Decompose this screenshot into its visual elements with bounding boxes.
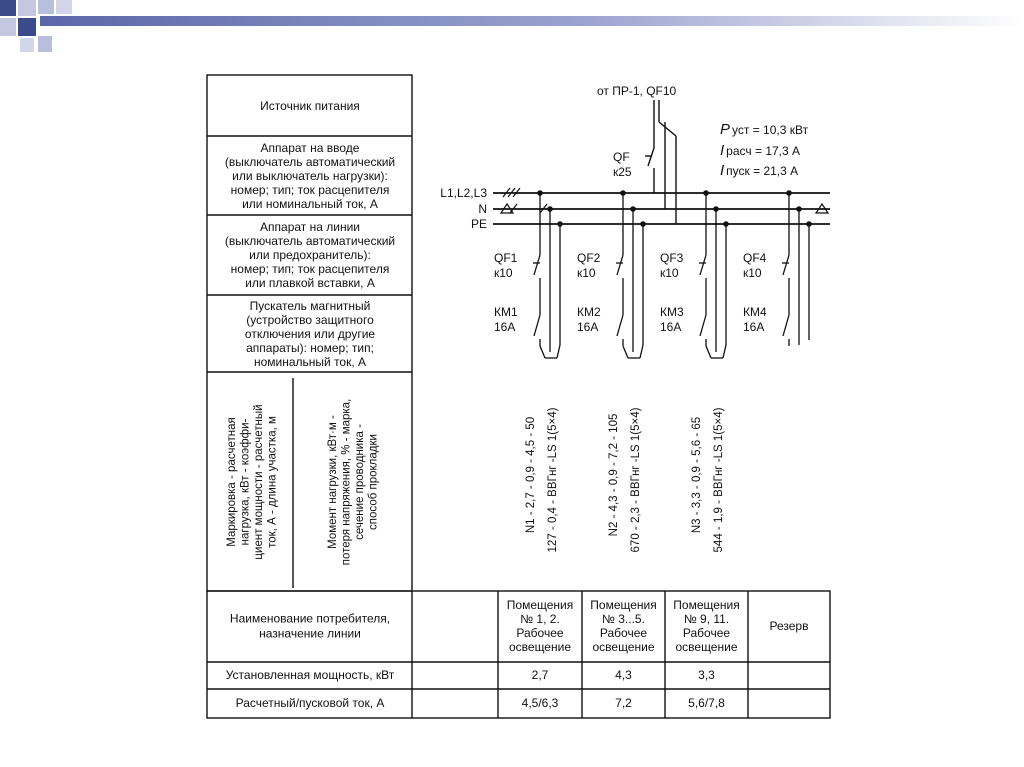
feeder-3-qf-label: QF3 [660, 251, 684, 265]
feeder-2-km-label: КМ2 [577, 305, 601, 319]
consumer-name-line: освещение [508, 640, 572, 654]
feeder-2-qf-label: QF2 [577, 251, 601, 265]
feeder-2-phase-dot [620, 190, 626, 196]
feeder-4-qf-rating: к10 [743, 266, 762, 280]
feeder-2-qf-rating: к10 [577, 266, 596, 280]
left-row-line: или плавкой вставки, А [245, 276, 375, 290]
left-row-magnetic-starter [245, 299, 375, 369]
i1-symbol: I [720, 142, 725, 159]
left-row-input-device [225, 141, 395, 211]
left-row-power-source [260, 99, 360, 113]
consumer-name [770, 619, 809, 633]
i2-value: пуск = 21,3 А [726, 164, 799, 178]
feeder-2-contactor-contact [617, 315, 623, 336]
qf-main-name: QF [613, 150, 630, 164]
col-description-1 [226, 404, 279, 559]
i-start [720, 162, 798, 179]
feeder-3-contactor-contact [700, 315, 706, 336]
feeder-1-breaker-contact [534, 255, 540, 275]
left-row-line: или предохранитель): [249, 248, 371, 262]
feeder-1-qf-rating: к10 [494, 266, 513, 280]
consumer-name-line: № 3...5. [602, 612, 645, 626]
consumer-name-line: Резерв [769, 619, 809, 633]
installed-power: 2,7 [531, 668, 549, 682]
consumer-name-line: Рабочее [516, 626, 564, 640]
col-description-2-line: Момент нагрузки, кВт·м - [326, 415, 339, 549]
feeder-4-contactor-contact [783, 315, 789, 336]
feeder-3-n-dot [713, 206, 719, 212]
feeder-4-breaker-contact [783, 255, 789, 275]
bottom-row-header [236, 696, 385, 710]
p-installed [720, 121, 809, 138]
bus-label-pe: PE [470, 217, 487, 231]
left-row-line: Аппарат на вводе [260, 141, 360, 155]
feeder-1-marking: N1 - 2,7 - 0,9 - 4,5 - 50 [525, 416, 537, 534]
consumer-name-line: № 1, 2. [520, 612, 560, 626]
bottom-row-header-line: Наименование потребителя, [229, 611, 391, 626]
bottom-row-header-line: Установленная мощность, кВт [225, 668, 395, 682]
col-description-1-line: циент мощности - расчетный [252, 404, 265, 560]
feeder-2-breaker-contact [617, 255, 623, 275]
consumer-name [673, 598, 739, 654]
feeder-1-cable: 127 - 0,4 - ВВГнг -LS 1(5×4) [547, 407, 559, 553]
consumer-name [590, 598, 656, 654]
feeder-3-km-label: КМ3 [660, 305, 684, 319]
bus-label-n: N [478, 202, 487, 216]
feeder-3-cable-pe-bend [723, 345, 726, 358]
bus-label-phase: L1,L2,L3 [440, 186, 487, 200]
left-row-line: (выключатель автоматический [224, 234, 396, 248]
bottom-row-header [230, 612, 390, 641]
calc-start-current: 7,2 [615, 696, 632, 710]
feeder-1-pe-dot [557, 221, 563, 227]
left-row-line: номер; тип; ток расцепителя [230, 262, 390, 276]
left-row-line: аппараты): номер; тип; [246, 341, 374, 355]
consumer-name-line: Помещения [506, 598, 574, 612]
consumer-name-line: № 9, 11. [683, 612, 730, 626]
feeder-2-cable: 670 - 2,3 - ВВГнг -LS 1(5×4) [630, 407, 642, 553]
i-calculated [720, 142, 800, 159]
feeder-2-cable-bend [623, 346, 628, 358]
feeder-1-cable-pe-bend [557, 345, 560, 358]
feeder-4-n-dot [796, 206, 802, 212]
feeder-4-km-label: КМ4 [743, 305, 767, 319]
feeder-3-pe-dot [723, 221, 729, 227]
consumer-name-line: освещение [675, 640, 738, 654]
left-row-line: или номинальный ток, А [242, 197, 378, 211]
feeder-1-phase-dot [537, 190, 543, 196]
feeder-2-km-rating: 16А [577, 320, 599, 334]
bottom-row-header [226, 668, 395, 682]
feeder-1-n-dot [547, 206, 553, 212]
col-description-1-line: нагрузка, кВт - коэффи- [239, 418, 252, 546]
i2-symbol: I [720, 162, 725, 179]
feeder-3-km-rating: 16А [660, 320, 682, 334]
col-description-1-line: ток, А - длина участка, м [266, 416, 279, 548]
left-row-line: (устройство защитного [246, 313, 374, 327]
col-description-1-line: Маркировка - расчетная [225, 417, 238, 547]
feeder-3-marking: N3 - 3,3 - 0,9 - 5,6 - 65 [691, 416, 703, 534]
left-row-line: Пускатель магнитный [249, 299, 371, 313]
feeder-4-qf-label: QF4 [743, 251, 767, 265]
left-row-line: номинальный ток, А [253, 355, 367, 369]
feeder-4-pe-dot [806, 221, 812, 227]
consumer-name-line: освещение [592, 640, 655, 654]
feeder-1-qf-label: QF1 [494, 251, 518, 265]
col-description-2-line: потеря напряжения, % - марка, [340, 398, 353, 566]
qf-main-rating: к25 [613, 165, 632, 179]
feeder-1-contactor-contact [534, 315, 540, 336]
col-description-2-line: способ прокладки [367, 434, 380, 530]
left-row-line: Аппарат на линии [260, 220, 360, 234]
feeder-1-km-rating: 16А [494, 320, 516, 334]
calc-start-current: 5,6/7,8 [688, 696, 725, 710]
source-label: от ПР-1, QF10 [597, 84, 677, 98]
feeder-2-marking: N2 - 4,3 - 0,9 - 7,2 - 105 [608, 413, 620, 537]
feeder-2-n-dot [630, 206, 636, 212]
feeder-4-km-rating: 16А [743, 320, 765, 334]
bottom-row-header-line: Расчетный/пусковой ток, А [235, 696, 385, 710]
consumer-name-line: Рабочее [599, 626, 648, 640]
feeder-2-cable-pe-bend [640, 345, 643, 358]
calc-start-current: 4,5/6,3 [521, 696, 559, 710]
feeder-1-cable-bend [540, 346, 545, 358]
installed-power: 4,3 [615, 668, 632, 682]
feeder-3-phase-dot [703, 190, 709, 196]
left-row-line: отключения или другие [244, 327, 376, 341]
left-row-line: номер; тип; ток расцепителя [230, 183, 390, 197]
consumer-name-line: Рабочее [682, 626, 731, 640]
feeder-4-phase-dot [786, 190, 792, 196]
feeder-1-km-label: КМ1 [494, 305, 518, 319]
left-row-line: или выключатель нагрузки): [232, 169, 388, 183]
feeder-3-cable-bend [706, 346, 711, 358]
p-value: уст = 10,3 кВт [732, 123, 809, 137]
consumer-name-line: Помещения [673, 598, 740, 612]
feeder-3-qf-rating: к10 [660, 266, 679, 280]
i1-value: расч = 17,3 А [726, 144, 801, 158]
p-symbol: P [720, 121, 731, 138]
left-row-line-device [225, 220, 395, 290]
feeder-2-pe-dot [640, 221, 646, 227]
consumer-name-line: Помещения [590, 598, 657, 612]
left-row-line: Источник питания [260, 99, 360, 113]
bottom-row-header-line: назначение линии [259, 626, 361, 641]
col-description-2 [327, 399, 380, 566]
feeder-3-cable: 544 - 1,9 - ВВГнг -LS 1(5×4) [713, 407, 725, 553]
consumer-name [507, 598, 573, 654]
col-description-2-line: сечение проводника - [353, 424, 366, 540]
left-row-line: (выключатель автоматический [224, 155, 396, 169]
feeder-3-breaker-contact [700, 255, 706, 275]
installed-power: 3,3 [698, 668, 715, 682]
